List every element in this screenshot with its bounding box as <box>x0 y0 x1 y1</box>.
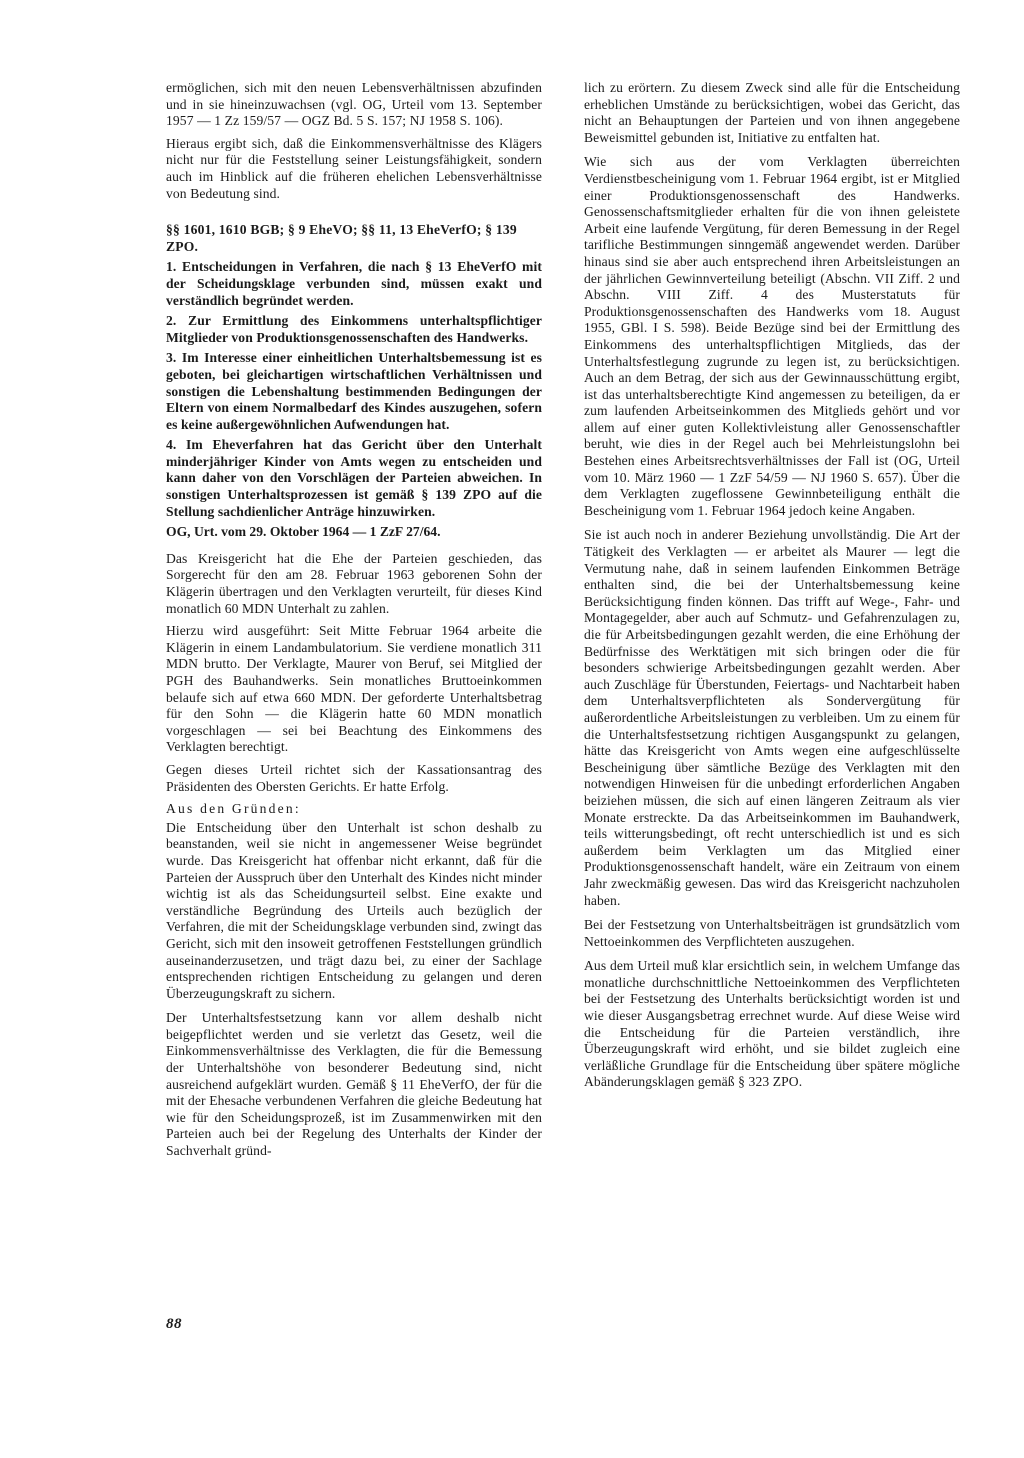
right-column <box>584 80 960 1097</box>
paragraph: Der Unterhaltsfestsetzung kann vor allem deshalb nicht beigepflichtet werden und sie verletzt das Gesetz, weil die Einkommensverhältnisse des Verklagten, die für die Bemessung der Unterhaltshöhe von besonderer Bedeutung sind, nicht ausreichend aufgeklärt wurden. Gemäß § 11 EheVerfO, der für die mit der Ehesache verbundenen Verfahren die gleiche Bedeutung hat wie für den Scheidungsprozeß, ist im Zusammenwirken mit den Parteien auch bei der Regelung des Unterhalts der Kinder der Sachverhalt gründ- <box>166 1010 542 1159</box>
paragraph: Aus dem Urteil muß klar ersichtlich sein, in welchem Umfange das monatliche durchschnittliche Nettoeinkommen des Verpflichteten bei der Festsetzung des Unterhalts berücksichtigt worden ist und wie dieser Ausgangsbetrag errechnet wurde. Auf diese Weise wird die Entscheidung für die Parteien verständlich, ihre Überzeugungskraft wird erhöht, und sie bildet zugleich eine verläßliche Grundlage für die Entscheidung über spätere mögliche Abänderungsklagen gemäß § 323 ZPO. <box>584 958 960 1090</box>
paragraph: lich zu erörtern. Zu diesem Zweck sind alle für die Entscheidung erheblichen Umstände zu berücksichtigen, wobei das Gericht, das nicht an Behauptungen der Parteien und von ihnen angegebene Beweismittel gebunden ist, Initiative zu entfalten hat. <box>584 80 960 145</box>
paragraph: Wie sich aus der vom Verklagten überreichten Verdienstbescheinigung vom 1. Februar 1964 ergibt, ist er Mitglied einer Produktionsgenossenschaft des Handwerks. Genossenschaftsmitglieder erhalten für die von ihnen geleistete Arbeit eine laufende Vergütung, für deren Bemessung in der Regel tarifliche Bestimmungen sinngemäß angewendet werden. Darüber hinaus sind sie aber auch entsprechend ihren Arbeitsleistungen an der jährlichen Gewinnverteilung beteiligt (Abschn. VII Ziff. 2 und Abschn. VIII Ziff. 4 des Musterstatuts für Produktionsgenossenschaften des Handwerks vom 18. August 1955, GBl. I S. 598). Beide Bezüge sind bei der Ermittlung des Einkommens des unterhaltspflichtigen Mitglieds, das der Unterhaltsfestlegung zugrunde zu legen ist, zu berücksichtigen. Auch an dem Betrag, der sich aus der Gewinnausschüttung ergibt, ist das unterhaltsberechtigte Kind angemessen zu beteiligen, da er zum laufenden Arbeitseinkommen des Mitglieds gehört und vor allem auf einer guten Kollektivleistung aller Genossenschaftler beruht, wie dies in der Regel auch bei Mehrleistungslohn bei Bestehen eines Arbeitsrechtsverhältnisses der Fall ist (OG, Urteil vom 10. März 1960 — 1 ZzF 54/59 — NJ 1960 S. 657). Über die dem Verklagten zugeflossene Gewinnbeteiligung enthält die Bescheinigung vom 1. Februar 1964 jedoch keine Angaben. <box>584 154 960 518</box>
paragraph: Bei der Festsetzung von Unterhaltsbeiträgen ist grundsätzlich vom Nettoeinkommen des Verpflichteten auszugehen. <box>584 917 960 949</box>
paragraph: Sie ist auch noch in anderer Beziehung unvollständig. Die Art der Tätigkeit des Verklagten — er arbeitet als Maurer — legt die Vermutung nahe, daß in seinem laufenden Einkommen Beträge enthalten sind, die bei der Unterhaltsbemessung keine Berücksichtigung finden können. Das trifft auf Wege-, Fahr- und Montagegelder, aber auch auf Schmutz- und Gefahrenzulagen zu, die für Arbeitsbedingungen gezahlt werden, die eine Erhöhung der Bedürfnisse des Werktätigen mit sich bringen oder die für besonders schwierige Arbeitsbedingungen gezahlt werden. Aber auch Zuschläge für Überstunden, Feiertags- und Nachtarbeit haben dem Unterhaltsverpflichteten als Sondervergütung für außerordentliche Arbeitsleistungen zu verbleiben. Um zu einem für die Unterhaltsfestsetzung richtigen Ausgangspunkt zu gelangen, hätte das Kreisgericht von Amts wegen eine aufgeschlüsselte Bescheinigung über sämtliche Bezüge des Verklagten mit den notwendigen Hinweisen für die unbedingt erforderlichen Angaben beiziehen müssen, die sich auf einen längeren Zeitraum als vier Monate erstreckte. Da das Arbeitseinkommen im Bauhandwerk, teils witterungsbedingt, oft recht unterschiedlich ist und es sich außerdem beim Verklagten um das Mitglied einer Produktionsgenossenschaft handelt, wäre ein Zeitraum von einem Jahr zweckmäßig gewesen. Das wird das Kreisgericht nachzuholen haben. <box>584 527 960 908</box>
left-column <box>166 80 542 1166</box>
section-heading: §§ 1601, 1610 BGB; § 9 EheVO; §§ 11, 13 EheVerfO; § 139 ZPO. <box>166 222 517 254</box>
leitsatz-2: 2. Zur Ermittlung des Einkommens unterhaltspflichtiger Mitglieder von Produktionsgenossenschaften des Handwerks. <box>166 313 542 345</box>
paragraph: Hierzu wird ausgeführt: Seit Mitte Februar 1964 arbeite die Klägerin in einem Landambulatorium. Sie verdiene monatlich 311 MDN brutto. Der Verklagte, Maurer von Beruf, sei Mitglied der PGH des Bauhandwerks. Sein monatliches Bruttoeinkommen belaufe sich auf etwa 660 MDN. Der geforderte Unterhaltsbetrag für den Sohn — die Klägerin hatte 60 MDN monatlich vorgeschlagen — sei bei Beachtung des Einkommens des Verklagten berechtigt. <box>166 623 542 755</box>
paragraph: ermöglichen, sich mit den neuen Lebensverhältnissen abzufinden und in sie hineinzuwachsen (vgl. OG, Urteil vom 13. September 1957 — 1 Zz 159/57 — OGZ Bd. 5 S. 157; NJ 1958 S. 106). <box>166 80 542 129</box>
reasons-heading: Aus den Gründen: <box>166 801 301 817</box>
paragraph: Das Kreisgericht hat die Ehe der Parteien geschieden, das Sorgerecht für den am 28. Februar 1963 geborenen Sohn der Klägerin übertragen und den Verklagten verurteilt, für dieses Kind monatlich 60 MDN Unterhalt zu zahlen. <box>166 550 542 616</box>
leitsatz-4: 4. Im Eheverfahren hat das Gericht über den Unterhalt minderjähriger Kinder von Amts wegen zu entscheiden und kann daher von den Vorschlägen der Parteien abweichen. In sonstigen Unterhaltsprozessen ist gemäß § 139 ZPO auf die Stellung sachdienlicher Anträge hinzuwirken. <box>166 437 542 519</box>
paragraph: Gegen dieses Urteil richtet sich der Kassationsantrag des Präsidenten des Obersten Gerichts. Er hatte Erfolg. <box>166 761 542 794</box>
page-number: 88 <box>166 1316 182 1332</box>
paragraph: Hieraus ergibt sich, daß die Einkommensverhältnisse des Klägers nicht nur für die Feststellung seiner Leistungsfähigkeit, sondern auch im Hinblick auf die früheren ehelichen Lebensverhältnisse von Bedeutung sind. <box>166 135 542 201</box>
leitsatz-1: 1. Entscheidungen in Verfahren, die nach § 13 EheVerfO mit der Scheidungsklage verbunden sind, müssen exakt und verständlich begründet werden. <box>166 259 542 308</box>
court-reference: OG, Urt. vom 29. Oktober 1964 — 1 ZzF 27/64. <box>166 524 441 540</box>
paragraph: Die Entscheidung über den Unterhalt ist schon deshalb zu beanstanden, weil sie nicht in angemessener Weise begründet wurde. Das Kreisgericht hat offenbar nicht erkannt, daß für die Parteien der Ausspruch über den Unterhalt des Kindes nicht minder wichtig ist als das Scheidungsurteil selbst. Eine exakte und verständliche Begründung des Urteils auch bezüglich der Verfahren, die mit der Scheidungsklage verbunden sind, zwingt das Gericht, sich mit den insoweit getroffenen Feststellungen gründlich auseinanderzusetzen, und trägt dazu bei, zu einer der Sachlage entsprechenden richtigen Entscheidung zu gelangen und deren Überzeugungskraft zu sichern. <box>166 819 542 1001</box>
leitsatz-3: 3. Im Interesse einer einheitlichen Unterhaltsbemessung ist es geboten, bei gleichartigen wirtschaftlichen Verhältnissen und sonstigen die Lebenshaltung bestimmenden Bedingungen der Eltern von einem Normalbedarf des Kindes auszugehen, sofern es keine außergewöhnlichen Aufwendungen hat. <box>166 350 542 432</box>
